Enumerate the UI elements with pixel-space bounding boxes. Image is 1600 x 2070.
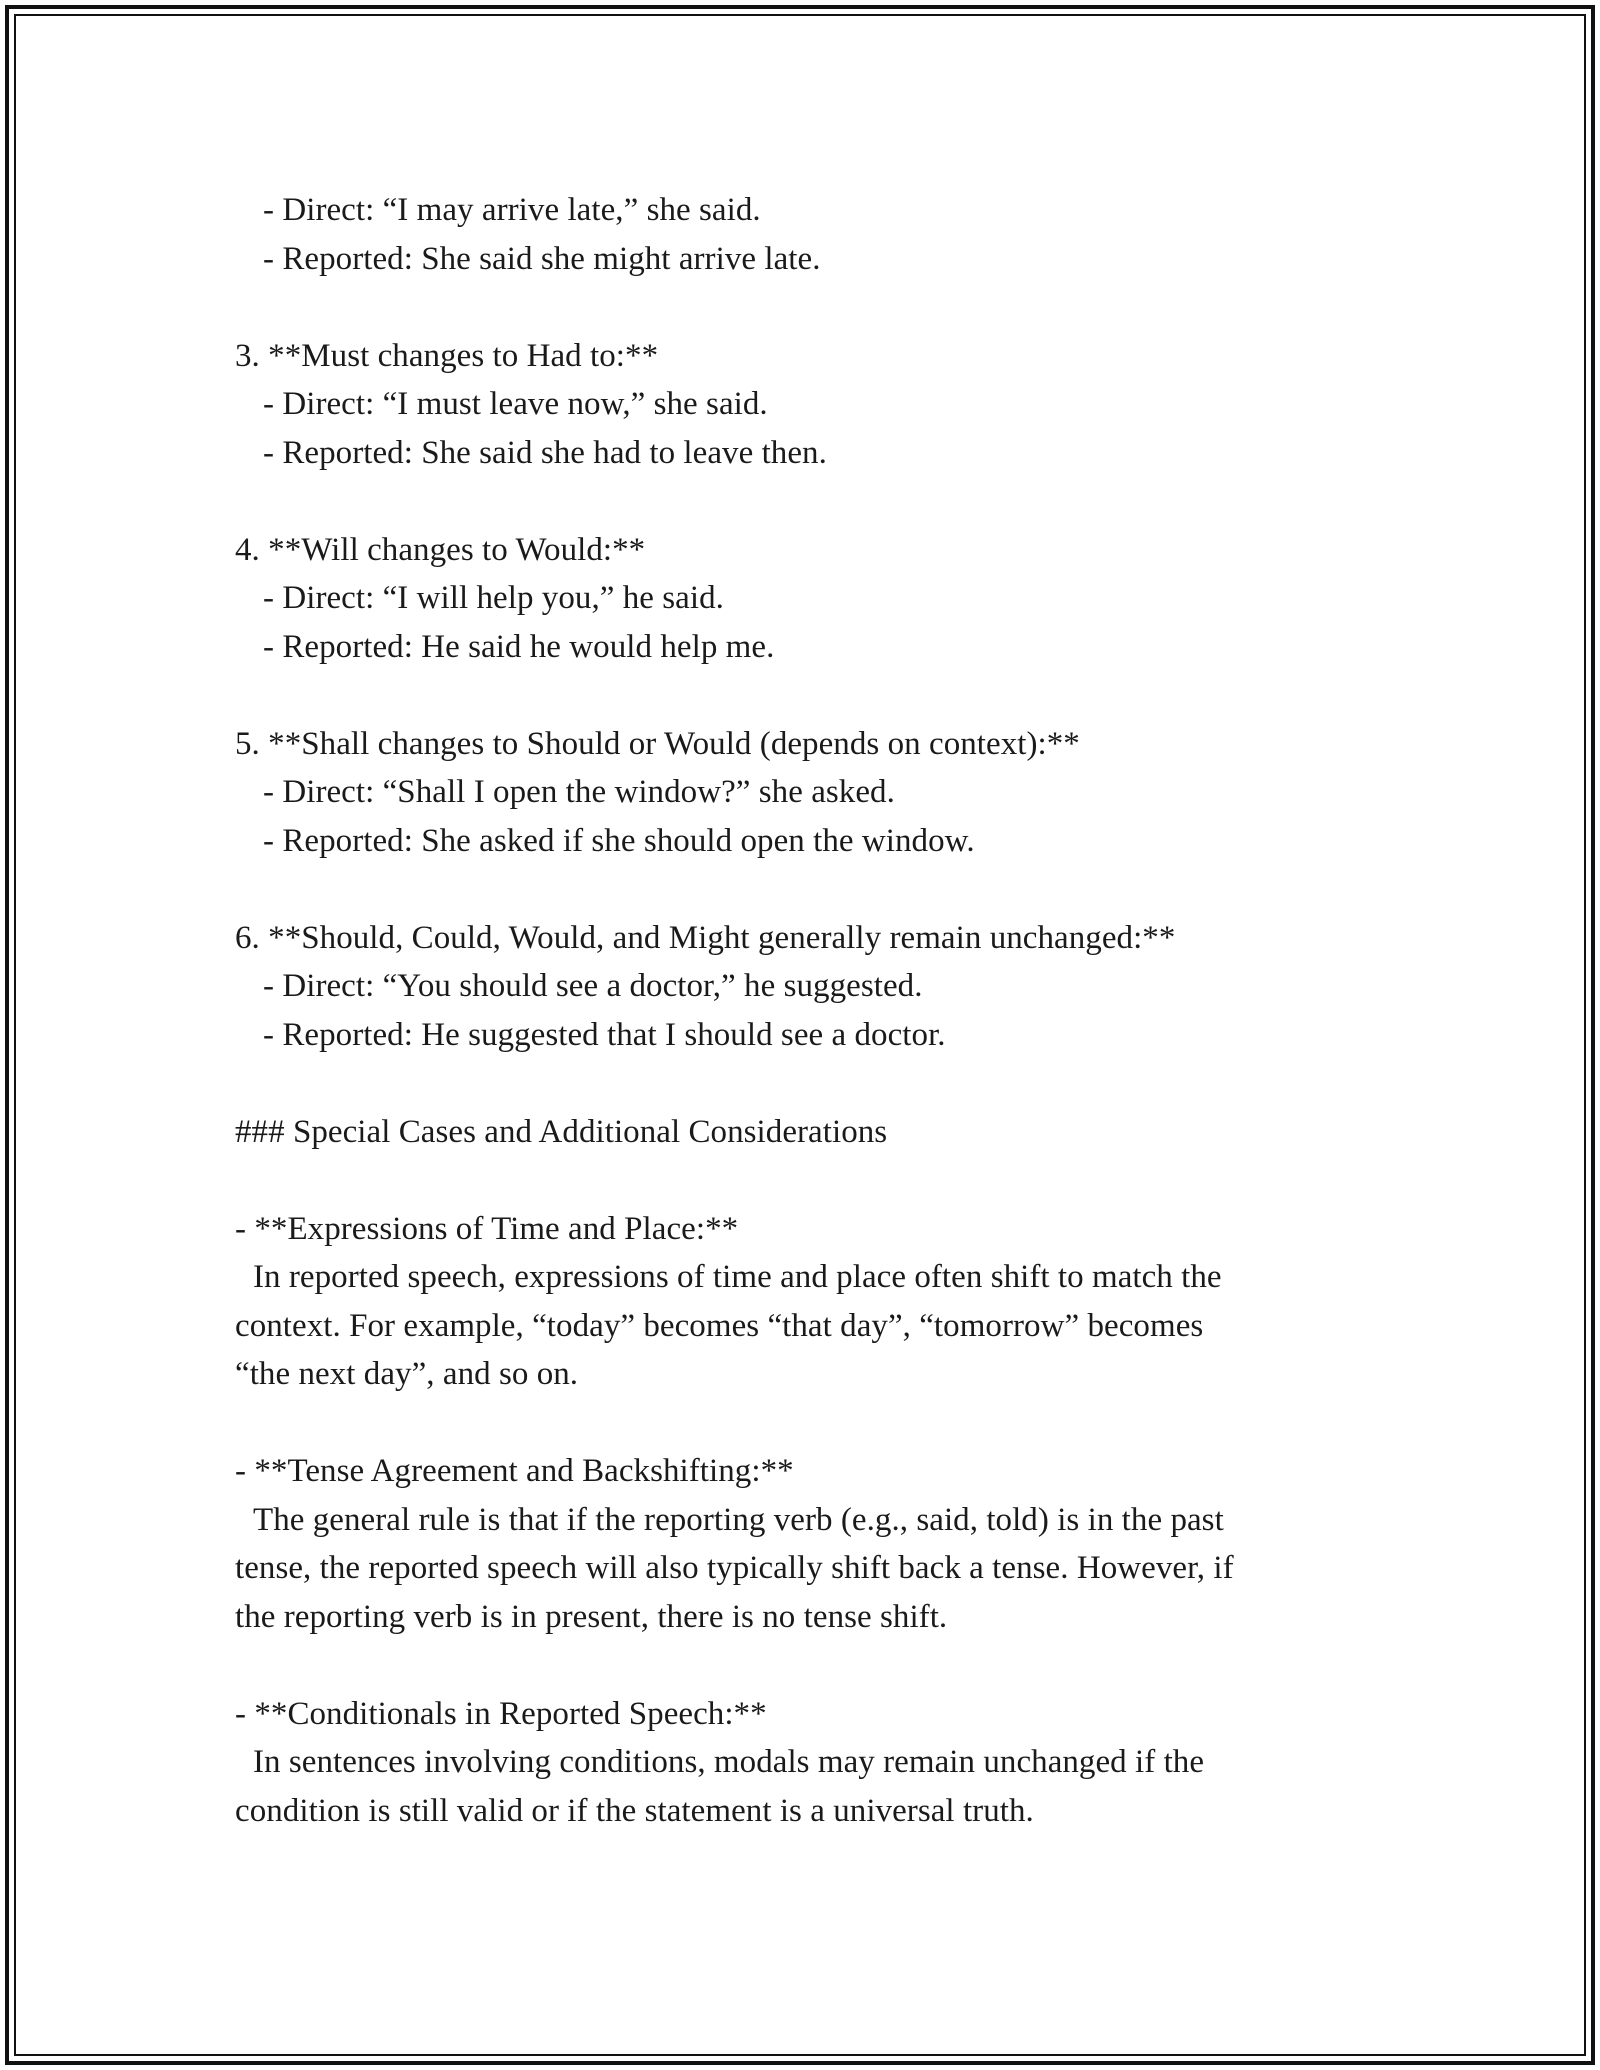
consideration-text: In sentences involving conditions, modals may remain unchanged if the (253, 1744, 1205, 1780)
example-reported: - Reported: She said she had to leave then. (263, 434, 827, 471)
spacer (235, 1641, 1365, 1690)
rule-heading: 6. **Should, Could, Would, and Might generally remain unchanged:** (235, 919, 1176, 956)
spacer (235, 1156, 1365, 1205)
example-direct: - Direct: “I must leave now,” she said. (263, 386, 768, 422)
consideration-text: The general rule is that if the reporting verb (e.g., said, told) is in the past (253, 1501, 1224, 1538)
example-reported: - Reported: She said she might arrive late. (263, 240, 821, 277)
spacer (235, 865, 1365, 914)
spacer (235, 283, 1365, 332)
rule-heading: 4. **Will changes to Would:** (235, 531, 646, 568)
consideration-text: context. For example, “today” becomes “that day”, “tomorrow” becomes (235, 1307, 1204, 1344)
consideration-title: - **Tense Agreement and Backshifting:** (235, 1453, 794, 1489)
consideration-text: “the next day”, and so on. (235, 1356, 579, 1392)
spacer (235, 671, 1365, 720)
example-direct: - Direct: “I will help you,” he said. (263, 580, 724, 616)
consideration-text: tense, the reported speech will also typically shift back a tense. However, if (235, 1550, 1234, 1586)
consideration-text: the reporting verb is in present, there is no tense shift. (235, 1598, 948, 1635)
spacer (235, 477, 1365, 526)
rule-heading: 3. **Must changes to Had to:** (235, 337, 659, 374)
spacer (235, 1399, 1365, 1448)
example-direct: - Direct: “You should see a doctor,” he suggested. (263, 968, 923, 1004)
section-heading: ### Special Cases and Additional Considerations (235, 1113, 888, 1150)
document-body (235, 186, 1365, 1835)
spacer (235, 1059, 1365, 1108)
example-reported: - Reported: He suggested that I should see a doctor. (263, 1016, 946, 1053)
example-reported: - Reported: He said he would help me. (263, 628, 775, 665)
consideration-text: condition is still valid or if the statement is a universal truth. (235, 1792, 1034, 1829)
example-direct: - Direct: “Shall I open the window?” she asked. (263, 774, 895, 810)
consideration-title: - **Expressions of Time and Place:** (235, 1210, 739, 1247)
consideration-title: - **Conditionals in Reported Speech:** (235, 1695, 767, 1732)
example-reported: - Reported: She asked if she should open the window. (263, 822, 975, 859)
consideration-text: In reported speech, expressions of time and place often shift to match the (253, 1259, 1222, 1295)
example-direct: - Direct: “I may arrive late,” she said. (263, 192, 761, 228)
rule-heading: 5. **Shall changes to Should or Would (depends on context):** (235, 725, 1080, 762)
